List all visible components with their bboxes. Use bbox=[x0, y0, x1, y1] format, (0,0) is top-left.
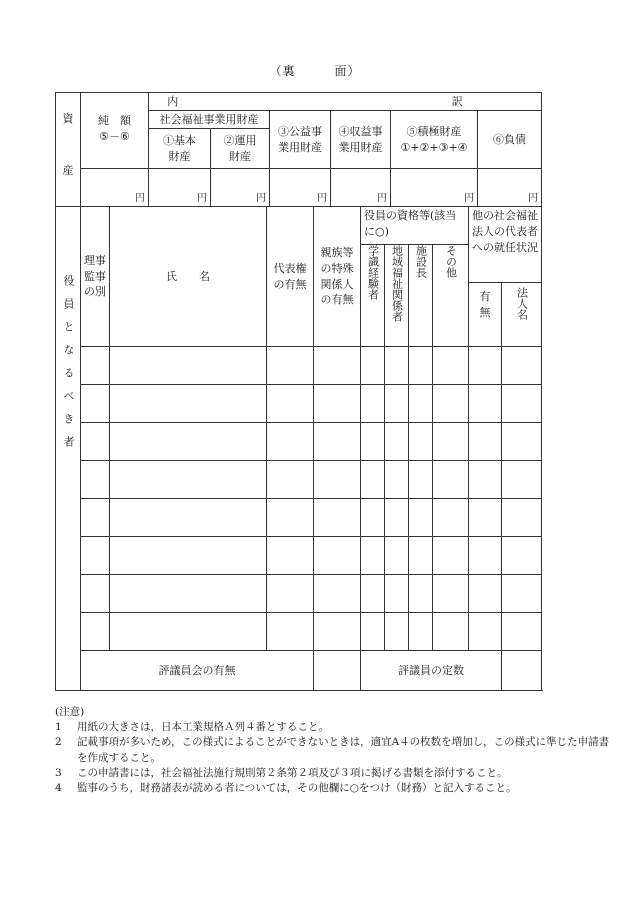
academic-label: 学識経験者 bbox=[366, 245, 380, 300]
corporation-name-cell[interactable] bbox=[502, 347, 542, 385]
facility-head-cell[interactable] bbox=[409, 461, 433, 499]
other-cell[interactable] bbox=[433, 347, 469, 385]
net-amount-line1: 純 額 bbox=[98, 114, 131, 127]
academic-cell[interactable] bbox=[361, 613, 385, 651]
director-auditor-header bbox=[81, 207, 110, 347]
profit-property-value[interactable] bbox=[331, 169, 391, 207]
note-number: 2 bbox=[55, 736, 62, 749]
relatives-cell[interactable] bbox=[314, 613, 361, 651]
name-header: 氏 名 bbox=[110, 207, 267, 347]
corporation-name-header bbox=[502, 283, 542, 347]
yesno-cell[interactable] bbox=[469, 499, 502, 537]
breakdown-right: 訳 bbox=[451, 94, 463, 108]
net-amount-value[interactable] bbox=[81, 169, 149, 207]
yen-unit: 円 bbox=[197, 192, 207, 204]
community-welfare-label: 地域福祉関係者 bbox=[390, 245, 404, 322]
breakdown-left: 内 bbox=[167, 94, 179, 108]
yesno-cell[interactable] bbox=[469, 461, 502, 499]
director-auditor-cell[interactable] bbox=[81, 575, 110, 613]
other-cell[interactable] bbox=[433, 461, 469, 499]
notes-heading: (注意) bbox=[55, 706, 85, 718]
director-auditor-cell[interactable] bbox=[81, 385, 110, 423]
corporation-name-cell[interactable] bbox=[502, 575, 542, 613]
note-number: 1 bbox=[55, 721, 62, 734]
note-item bbox=[55, 781, 615, 796]
net-amount-header bbox=[81, 93, 149, 169]
facility-head-cell[interactable] bbox=[409, 385, 433, 423]
facility-head-cell[interactable] bbox=[409, 499, 433, 537]
other-cell[interactable] bbox=[433, 537, 469, 575]
operating-property-line1: ②運用 bbox=[223, 133, 257, 147]
operating-property-header bbox=[211, 129, 270, 169]
academic-cell[interactable] bbox=[361, 575, 385, 613]
yen-unit: 円 bbox=[528, 192, 538, 204]
liabilities-header: ⑥負債 bbox=[478, 111, 542, 169]
community-welfare-cell[interactable] bbox=[385, 499, 409, 537]
officer-name-cell[interactable] bbox=[110, 613, 267, 651]
assets-table bbox=[55, 92, 542, 207]
relatives-label: 親族等の特殊関係人の有無 bbox=[320, 245, 354, 307]
academic-cell[interactable] bbox=[361, 423, 385, 461]
other-label: その他 bbox=[444, 245, 458, 278]
councilors-quota-label: 評議員の定数 bbox=[361, 651, 502, 691]
councilors-quota-value[interactable] bbox=[502, 651, 542, 691]
academic-cell[interactable] bbox=[361, 347, 385, 385]
representative-cell[interactable] bbox=[267, 423, 314, 461]
basic-property-header bbox=[149, 129, 211, 169]
assets-row-label bbox=[56, 93, 81, 207]
note-text: 監事のうち，財務諸表が読める者については，その他欄に○をつけ（財務）と記入すること。 bbox=[77, 782, 517, 795]
relatives-cell[interactable] bbox=[314, 423, 361, 461]
community-welfare-cell[interactable] bbox=[385, 385, 409, 423]
assets-label-top: 資 bbox=[62, 112, 74, 125]
corporation-name-cell[interactable] bbox=[502, 461, 542, 499]
public-property-line1: ③公益事 bbox=[278, 124, 322, 138]
representative-cell[interactable] bbox=[267, 499, 314, 537]
basic-property-line1: ①基本 bbox=[163, 133, 196, 147]
director-auditor-cell[interactable] bbox=[81, 347, 110, 385]
yesno-cell[interactable] bbox=[469, 575, 502, 613]
community-welfare-cell[interactable] bbox=[385, 537, 409, 575]
representative-cell[interactable] bbox=[267, 575, 314, 613]
note-text: 記載事項が多いため，この様式によることができないときは，適宜A４の枚数を増加し，この様式に準じた申請書を作成すること。 bbox=[77, 736, 610, 764]
academic-header bbox=[361, 245, 385, 347]
corporation-name-cell[interactable] bbox=[502, 423, 542, 461]
breakdown-header bbox=[149, 93, 542, 111]
relatives-cell[interactable] bbox=[314, 499, 361, 537]
facility-head-cell[interactable] bbox=[409, 613, 433, 651]
director-auditor-label: 理事監事の別 bbox=[84, 253, 106, 299]
officer-name-cell[interactable] bbox=[110, 537, 267, 575]
relatives-cell[interactable] bbox=[314, 461, 361, 499]
public-property-header bbox=[270, 111, 331, 169]
note-item bbox=[55, 766, 615, 781]
yesno-cell[interactable] bbox=[469, 347, 502, 385]
community-welfare-cell[interactable] bbox=[385, 575, 409, 613]
representative-cell[interactable] bbox=[267, 347, 314, 385]
relatives-cell[interactable] bbox=[314, 385, 361, 423]
yesno-header bbox=[469, 283, 502, 347]
facility-head-header bbox=[409, 245, 433, 347]
community-welfare-cell[interactable] bbox=[385, 613, 409, 651]
liabilities-value[interactable] bbox=[478, 169, 542, 207]
operating-property-line2: 財産 bbox=[229, 149, 251, 163]
other-cell[interactable] bbox=[433, 499, 469, 537]
officers-row-label bbox=[56, 207, 81, 691]
community-welfare-cell[interactable] bbox=[385, 423, 409, 461]
profit-property-line1: ④収益事 bbox=[338, 124, 383, 138]
qualification-header bbox=[361, 207, 469, 245]
councilors-existence-label: 評議員会の有無 bbox=[81, 651, 314, 691]
community-welfare-cell[interactable] bbox=[385, 347, 409, 385]
officer-name-cell[interactable] bbox=[110, 575, 267, 613]
academic-cell[interactable] bbox=[361, 461, 385, 499]
corporation-name-cell[interactable] bbox=[502, 499, 542, 537]
notes-section bbox=[55, 705, 615, 796]
academic-cell[interactable] bbox=[361, 537, 385, 575]
other-header bbox=[433, 245, 469, 347]
director-auditor-cell[interactable] bbox=[81, 613, 110, 651]
officers-label: 役員となるべき者 bbox=[61, 275, 75, 459]
qualification-label: 役員の資格等(該当に○) bbox=[364, 209, 457, 238]
councilors-existence-value[interactable] bbox=[314, 651, 361, 691]
relatives-cell[interactable] bbox=[314, 575, 361, 613]
note-number: 4 bbox=[55, 782, 62, 795]
corporation-name-cell[interactable] bbox=[502, 537, 542, 575]
officer-name-cell[interactable] bbox=[110, 347, 267, 385]
corporation-name-cell[interactable] bbox=[502, 613, 542, 651]
note-text: この申請書には，社会福祉法施行規則第２条第２項及び３項に掲げる書類を添付すること。 bbox=[77, 766, 508, 779]
positive-property-line1: ⑤積極財産 bbox=[406, 124, 462, 138]
note-item bbox=[55, 735, 615, 765]
other-cell[interactable] bbox=[433, 423, 469, 461]
corporation-name-label: 法人名 bbox=[515, 287, 529, 320]
public-property-value[interactable] bbox=[270, 169, 331, 207]
note-number: 3 bbox=[55, 766, 62, 779]
note-item bbox=[55, 720, 615, 735]
basic-property-line2: 財産 bbox=[168, 149, 191, 163]
positive-property-header bbox=[391, 111, 478, 169]
yen-unit: 円 bbox=[256, 192, 266, 204]
concurrent-label: 他の社会福祉法人の代表者への就任状況 bbox=[472, 209, 538, 254]
yen-unit: 円 bbox=[135, 192, 145, 204]
page-title: （裏 面） bbox=[269, 64, 361, 78]
yesno-cell[interactable] bbox=[469, 537, 502, 575]
profit-property-header bbox=[331, 111, 391, 169]
director-auditor-cell[interactable] bbox=[81, 423, 110, 461]
facility-head-cell[interactable] bbox=[409, 575, 433, 613]
concurrent-header bbox=[469, 207, 542, 283]
officer-name-cell[interactable] bbox=[110, 461, 267, 499]
representative-cell[interactable] bbox=[267, 537, 314, 575]
academic-cell[interactable] bbox=[361, 385, 385, 423]
director-auditor-cell[interactable] bbox=[81, 461, 110, 499]
basic-property-value[interactable] bbox=[149, 169, 211, 207]
yesno-cell[interactable] bbox=[469, 423, 502, 461]
other-cell[interactable] bbox=[433, 575, 469, 613]
net-amount-line2: ⑤－⑥ bbox=[99, 129, 130, 143]
operating-property-value[interactable] bbox=[211, 169, 270, 207]
officer-name-cell[interactable] bbox=[110, 385, 267, 423]
officer-name-cell[interactable] bbox=[110, 499, 267, 537]
relatives-cell[interactable] bbox=[314, 347, 361, 385]
yen-unit: 円 bbox=[317, 192, 327, 204]
yen-unit: 円 bbox=[377, 192, 387, 204]
facility-head-label: 施設長 bbox=[414, 245, 428, 278]
representative-label: 代表権の有無 bbox=[273, 261, 307, 291]
representative-cell[interactable] bbox=[267, 461, 314, 499]
assets-label-bottom: 産 bbox=[62, 163, 74, 177]
community-welfare-header bbox=[385, 245, 409, 347]
director-auditor-cell[interactable] bbox=[81, 537, 110, 575]
representative-cell[interactable] bbox=[267, 613, 314, 651]
public-property-line2: 業用財産 bbox=[278, 140, 322, 154]
academic-cell[interactable] bbox=[361, 499, 385, 537]
relatives-header bbox=[314, 207, 361, 347]
community-welfare-cell[interactable] bbox=[385, 461, 409, 499]
other-cell[interactable] bbox=[433, 613, 469, 651]
yen-unit: 円 bbox=[464, 192, 474, 204]
representative-cell[interactable] bbox=[267, 385, 314, 423]
yesno-cell[interactable] bbox=[469, 613, 502, 651]
positive-property-value[interactable] bbox=[391, 169, 478, 207]
facility-head-cell[interactable] bbox=[409, 537, 433, 575]
yesno-label: 有無 bbox=[479, 290, 491, 319]
yesno-cell[interactable] bbox=[469, 385, 502, 423]
facility-head-cell[interactable] bbox=[409, 347, 433, 385]
social-welfare-property-header: 社会福祉事業用財産 bbox=[149, 111, 270, 129]
director-auditor-cell[interactable] bbox=[81, 499, 110, 537]
other-cell[interactable] bbox=[433, 385, 469, 423]
officers-table bbox=[55, 206, 542, 691]
facility-head-cell[interactable] bbox=[409, 423, 433, 461]
relatives-cell[interactable] bbox=[314, 537, 361, 575]
positive-property-line2: ①+②+③+④ bbox=[400, 140, 468, 154]
note-text: 用紙の大きさは，日本工業規格Ａ列４番とすること。 bbox=[77, 721, 329, 734]
officer-name-cell[interactable] bbox=[110, 423, 267, 461]
profit-property-line2: 業用財産 bbox=[338, 140, 383, 154]
corporation-name-cell[interactable] bbox=[502, 385, 542, 423]
representative-header bbox=[267, 207, 314, 347]
